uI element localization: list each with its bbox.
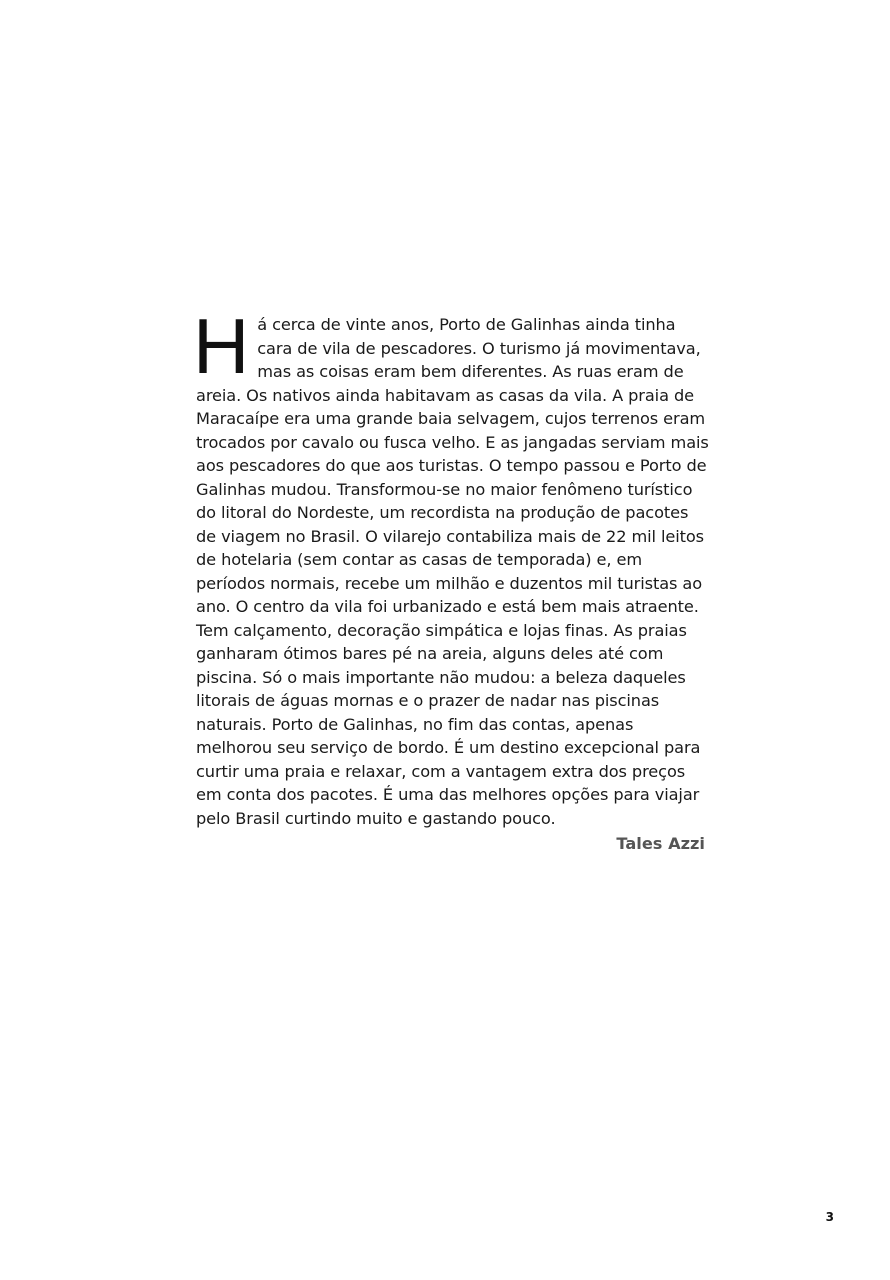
author-byline: Tales Azzi <box>616 834 705 853</box>
article-body-text: á cerca de vinte anos, Porto de Galinhas ainda tinha cara de vila de pescadores. O turismo já movimentava, mas as coisas eram bem diferentes. As ruas eram de areia. Os nativos ainda habitavam as casas da vila. A praia de Maracaípe era uma grande baia selvagem, cujos terrenos eram trocados por cavalo ou fusca velho. E as jangadas serviam mais aos pescadores do que aos turistas. O tempo passou e Porto de Galinhas mudou. Transformou-se no maior fenômeno turístico do litoral do Nordeste, um recordista na produção de pacotes de viagem no Brasil. O vilarejo contabiliza mais de 22 mil leitos de hotelaria (sem contar as casas de temporada) e, em períodos normais, recebe um milhão e duzentos mil turistas ao ano. O centro da vila foi urbanizado e está bem mais atraente. Tem calçamento, decoração simpática e lojas finas. As praias ganharam ótimos bares pé na areia, alguns deles até com piscina. Só o mais importante não mudou: a beleza daqueles litorais de águas mornas e o prazer de nadar nas piscinas naturais. Porto de Galinhas, no fim das contas, apenas melhorou seu serviço de bordo. É um destino excepcional para curtir uma praia e relaxar, com a vantagem extra dos preços em conta dos pacotes. É uma das melhores opções para viajar pelo Brasil curtindo muito e gastando pouco. <box>196 315 709 828</box>
article <box>193 302 712 855</box>
drop-cap: H <box>193 302 250 390</box>
article-body-paragraph <box>193 302 712 830</box>
page-number: 3 <box>825 1210 834 1224</box>
